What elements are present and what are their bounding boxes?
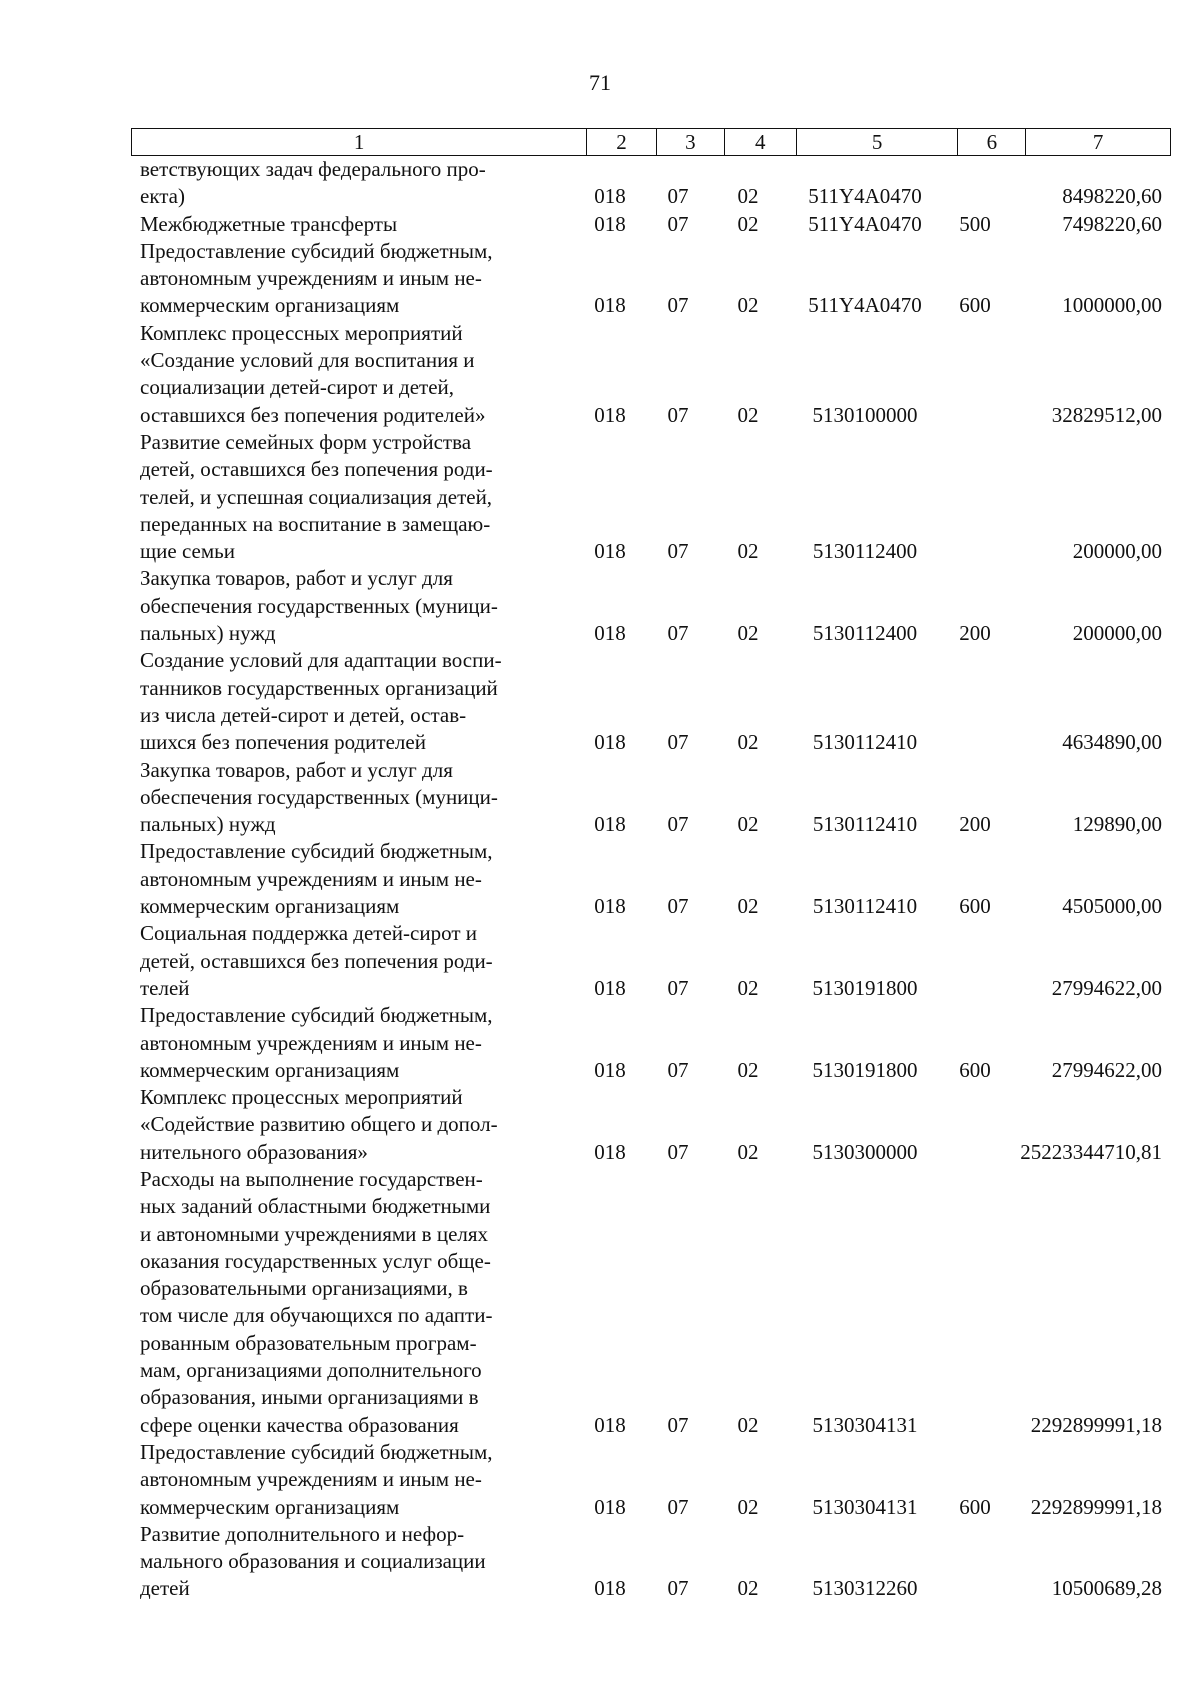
page-number: 71 bbox=[589, 70, 611, 95]
cell-section: 07 bbox=[667, 812, 689, 837]
table-row bbox=[0, 320, 1200, 429]
cell-amount: 25223344710,81 bbox=[1020, 1139, 1162, 1164]
cell-subsection: 02 bbox=[737, 539, 759, 564]
cell-subsection: 02 bbox=[737, 812, 759, 837]
cell-section: 07 bbox=[667, 1057, 689, 1082]
description-line: автономным учреждениям и иным не- bbox=[140, 866, 482, 891]
row-description bbox=[140, 156, 562, 211]
cell-expense-type: 600 bbox=[959, 293, 991, 318]
description-line: телей bbox=[140, 975, 190, 1000]
description-line: детей, оставшихся без попечения роди- bbox=[140, 948, 493, 973]
description-line: «Создание условий для воспитания и bbox=[140, 348, 475, 373]
cell-target-article: 5130112400 bbox=[812, 621, 918, 646]
header-cell-3: 3 bbox=[657, 129, 725, 155]
description-line: нительного образования» bbox=[140, 1139, 368, 1164]
cell-section: 07 bbox=[667, 1494, 689, 1519]
row-description bbox=[140, 647, 562, 756]
cell-target-article: 5130112400 bbox=[812, 539, 918, 564]
description-line: детей, оставшихся без попечения роди- bbox=[140, 457, 493, 482]
table-row bbox=[0, 647, 1200, 756]
cell-amount: 200000,00 bbox=[1072, 539, 1162, 564]
row-description bbox=[140, 1002, 562, 1084]
cell-target-article: 5130300000 bbox=[812, 1139, 918, 1164]
cell-amount: 200000,00 bbox=[1072, 621, 1162, 646]
cell-section: 07 bbox=[667, 1139, 689, 1164]
cell-ministry-code: 018 bbox=[594, 1576, 626, 1601]
description-line: автономным учреждениям и иным не- bbox=[140, 1030, 482, 1055]
table-row bbox=[0, 838, 1200, 920]
description-line: Предоставление субсидий бюджетным, bbox=[140, 839, 493, 864]
description-line: Комплекс процессных мероприятий bbox=[140, 320, 463, 345]
description-line: Предоставление субсидий бюджетным, bbox=[140, 1440, 493, 1464]
description-line: обеспечения государственных (муници- bbox=[140, 593, 498, 618]
cell-ministry-code: 018 bbox=[594, 402, 626, 427]
cell-ministry-code: 018 bbox=[594, 975, 626, 1000]
cell-subsection: 02 bbox=[737, 1576, 759, 1601]
cell-expense-type: 500 bbox=[959, 211, 991, 236]
cell-section: 07 bbox=[667, 621, 689, 646]
cell-amount: 32829512,00 bbox=[1051, 402, 1162, 427]
description-line: шихся без попечения родителей bbox=[140, 730, 426, 755]
description-line: Межбюджетные трансферты bbox=[140, 211, 398, 236]
cell-ministry-code: 018 bbox=[594, 211, 626, 236]
cell-section: 07 bbox=[667, 730, 689, 755]
cell-target-article: 5130112410 bbox=[812, 894, 918, 919]
cell-ministry-code: 018 bbox=[594, 1057, 626, 1082]
cell-ministry-code: 018 bbox=[594, 730, 626, 755]
description-line: из числа детей-сирот и детей, остав- bbox=[140, 702, 467, 727]
cell-ministry-code: 018 bbox=[594, 621, 626, 646]
cell-section: 07 bbox=[667, 211, 689, 236]
cell-section: 07 bbox=[667, 1412, 689, 1437]
description-line: мам, организациями дополнительного bbox=[140, 1358, 482, 1383]
cell-amount: 4505000,00 bbox=[1062, 894, 1162, 919]
description-line: ных заданий областными бюджетными bbox=[140, 1194, 491, 1219]
row-description bbox=[140, 1521, 562, 1603]
row-description bbox=[140, 838, 562, 920]
description-line: коммерческим организациям bbox=[140, 1494, 400, 1519]
row-description bbox=[140, 1084, 562, 1166]
header-cell-5: 5 bbox=[797, 129, 959, 155]
description-line: коммерческим организациям bbox=[140, 894, 400, 919]
description-line: ветствующих задач федерального про- bbox=[140, 157, 486, 181]
cell-subsection: 02 bbox=[737, 730, 759, 755]
cell-amount: 7498220,60 bbox=[1062, 211, 1162, 236]
row-description bbox=[140, 211, 562, 238]
cell-amount: 8498220,60 bbox=[1062, 184, 1162, 209]
description-line: рованным образовательным програм- bbox=[140, 1330, 477, 1355]
description-line: оставшихся без попечения родителей» bbox=[140, 402, 486, 427]
cell-expense-type: 200 bbox=[959, 812, 991, 837]
cell-target-article: 5130304131 bbox=[812, 1412, 918, 1437]
description-line: пальных) нужд bbox=[140, 812, 276, 837]
cell-subsection: 02 bbox=[737, 621, 759, 646]
table-row bbox=[0, 757, 1200, 839]
cell-subsection: 02 bbox=[737, 1139, 759, 1164]
cell-subsection: 02 bbox=[737, 402, 759, 427]
row-description bbox=[140, 1439, 562, 1521]
cell-ministry-code: 018 bbox=[594, 539, 626, 564]
header-cell-4: 4 bbox=[725, 129, 797, 155]
cell-section: 07 bbox=[667, 539, 689, 564]
cell-ministry-code: 018 bbox=[594, 1412, 626, 1437]
description-line: Закупка товаров, работ и услуг для bbox=[140, 566, 453, 591]
description-line: Создание условий для адаптации воспи- bbox=[140, 648, 502, 673]
table-row bbox=[0, 238, 1200, 320]
table-row bbox=[0, 211, 1200, 238]
description-line: оказания государственных услуг обще- bbox=[140, 1248, 491, 1273]
cell-section: 07 bbox=[667, 1576, 689, 1601]
cell-target-article: 5130191800 bbox=[812, 1057, 918, 1082]
cell-target-article: 511Y4A0470 bbox=[808, 184, 922, 209]
cell-expense-type: 600 bbox=[959, 894, 991, 919]
row-description bbox=[140, 1166, 562, 1439]
cell-target-article: 5130312260 bbox=[812, 1576, 918, 1601]
description-line: Предоставление субсидий бюджетным, bbox=[140, 238, 493, 263]
table-row bbox=[0, 1084, 1200, 1166]
cell-target-article: 5130100000 bbox=[812, 402, 918, 427]
description-line: Социальная поддержка детей-сирот и bbox=[140, 921, 477, 946]
row-description bbox=[140, 757, 562, 839]
cell-section: 07 bbox=[667, 184, 689, 209]
cell-amount: 2292899991,18 bbox=[1030, 1494, 1162, 1519]
table-row bbox=[0, 429, 1200, 566]
description-line: щие семьи bbox=[140, 539, 235, 564]
description-line: пальных) нужд bbox=[140, 621, 276, 646]
cell-subsection: 02 bbox=[737, 211, 759, 236]
header-cell-7: 7 bbox=[1092, 130, 1104, 154]
cell-expense-type: 600 bbox=[959, 1494, 991, 1519]
table-row bbox=[0, 565, 1200, 647]
description-line: социализации детей-сирот и детей, bbox=[140, 375, 455, 400]
cell-subsection: 02 bbox=[737, 293, 759, 318]
row-description bbox=[140, 429, 562, 565]
cell-expense-type: 200 bbox=[959, 621, 991, 646]
cell-amount: 1000000,00 bbox=[1062, 293, 1162, 318]
cell-subsection: 02 bbox=[737, 1412, 759, 1437]
description-line: автономным учреждениям и иным не- bbox=[140, 1467, 482, 1492]
table-row bbox=[0, 156, 1200, 211]
cell-amount: 27994622,00 bbox=[1051, 1057, 1162, 1082]
cell-amount: 10500689,28 bbox=[1051, 1576, 1162, 1601]
description-line: обеспечения государственных (муници- bbox=[140, 784, 498, 809]
cell-section: 07 bbox=[667, 293, 689, 318]
table-body bbox=[0, 156, 1200, 1603]
cell-target-article: 511Y4A0470 bbox=[808, 293, 922, 318]
cell-ministry-code: 018 bbox=[594, 1494, 626, 1519]
cell-target-article: 511Y4A0470 bbox=[808, 211, 922, 236]
cell-ministry-code: 018 bbox=[594, 184, 626, 209]
cell-subsection: 02 bbox=[737, 1057, 759, 1082]
description-line: Закупка товаров, работ и услуг для bbox=[140, 757, 453, 782]
description-line: детей bbox=[140, 1576, 190, 1601]
table-row bbox=[0, 1521, 1200, 1603]
cell-amount: 2292899991,18 bbox=[1030, 1412, 1162, 1437]
header-cell-2: 2 bbox=[587, 129, 657, 155]
cell-amount: 27994622,00 bbox=[1051, 975, 1162, 1000]
cell-section: 07 bbox=[667, 975, 689, 1000]
row-description bbox=[140, 320, 562, 429]
cell-ministry-code: 018 bbox=[594, 812, 626, 837]
description-line: Развитие дополнительного и нефор- bbox=[140, 1521, 465, 1546]
cell-amount: 4634890,00 bbox=[1062, 730, 1162, 755]
description-line: образования, иными организациями в bbox=[140, 1385, 479, 1410]
table-row bbox=[0, 1166, 1200, 1439]
description-line: Развитие семейных форм устройства bbox=[140, 429, 472, 454]
table-row bbox=[0, 1439, 1200, 1521]
description-line: и автономными учреждениями в целях bbox=[140, 1221, 489, 1246]
cell-subsection: 02 bbox=[737, 975, 759, 1000]
description-line: «Содействие развитию общего и допол- bbox=[140, 1112, 498, 1137]
description-line: мального образования и социализации bbox=[140, 1549, 486, 1574]
cell-subsection: 02 bbox=[737, 184, 759, 209]
row-description bbox=[140, 565, 562, 647]
description-line: автономным учреждениям и иным не- bbox=[140, 266, 482, 291]
cell-target-article: 5130191800 bbox=[812, 975, 918, 1000]
cell-subsection: 02 bbox=[737, 1494, 759, 1519]
table-header-row bbox=[131, 128, 1171, 156]
description-line: телей, и успешная социализация детей, bbox=[140, 484, 493, 509]
description-line: переданных на воспитание в замещаю- bbox=[140, 511, 491, 536]
description-line: екта) bbox=[140, 184, 185, 209]
cell-target-article: 5130112410 bbox=[812, 730, 918, 755]
cell-section: 07 bbox=[667, 402, 689, 427]
description-line: танников государственных организаций bbox=[140, 675, 498, 700]
row-description bbox=[140, 920, 562, 1002]
description-line: коммерческим организациям bbox=[140, 293, 400, 318]
description-line: Комплекс процессных мероприятий bbox=[140, 1085, 463, 1110]
cell-subsection: 02 bbox=[737, 894, 759, 919]
cell-amount: 129890,00 bbox=[1072, 812, 1162, 837]
cell-ministry-code: 018 bbox=[594, 293, 626, 318]
description-line: сфере оценки качества образования bbox=[140, 1412, 459, 1437]
cell-ministry-code: 018 bbox=[594, 894, 626, 919]
header-cell-6: 6 bbox=[958, 129, 1026, 155]
cell-ministry-code: 018 bbox=[594, 1139, 626, 1164]
table-row bbox=[0, 920, 1200, 1002]
description-line: коммерческим организациям bbox=[140, 1057, 400, 1082]
header-cell-1: 1 bbox=[132, 129, 587, 155]
description-line: образовательными организациями, в bbox=[140, 1276, 468, 1301]
cell-section: 07 bbox=[667, 894, 689, 919]
table-row bbox=[0, 1002, 1200, 1084]
description-line: том числе для обучающихся по адапти- bbox=[140, 1303, 493, 1328]
description-line: Расходы на выполнение государствен- bbox=[140, 1167, 483, 1191]
cell-target-article: 5130112410 bbox=[812, 812, 918, 837]
row-description bbox=[140, 238, 562, 320]
description-line: Предоставление субсидий бюджетным, bbox=[140, 1003, 493, 1028]
cell-target-article: 5130304131 bbox=[812, 1494, 918, 1519]
cell-expense-type: 600 bbox=[959, 1057, 991, 1082]
